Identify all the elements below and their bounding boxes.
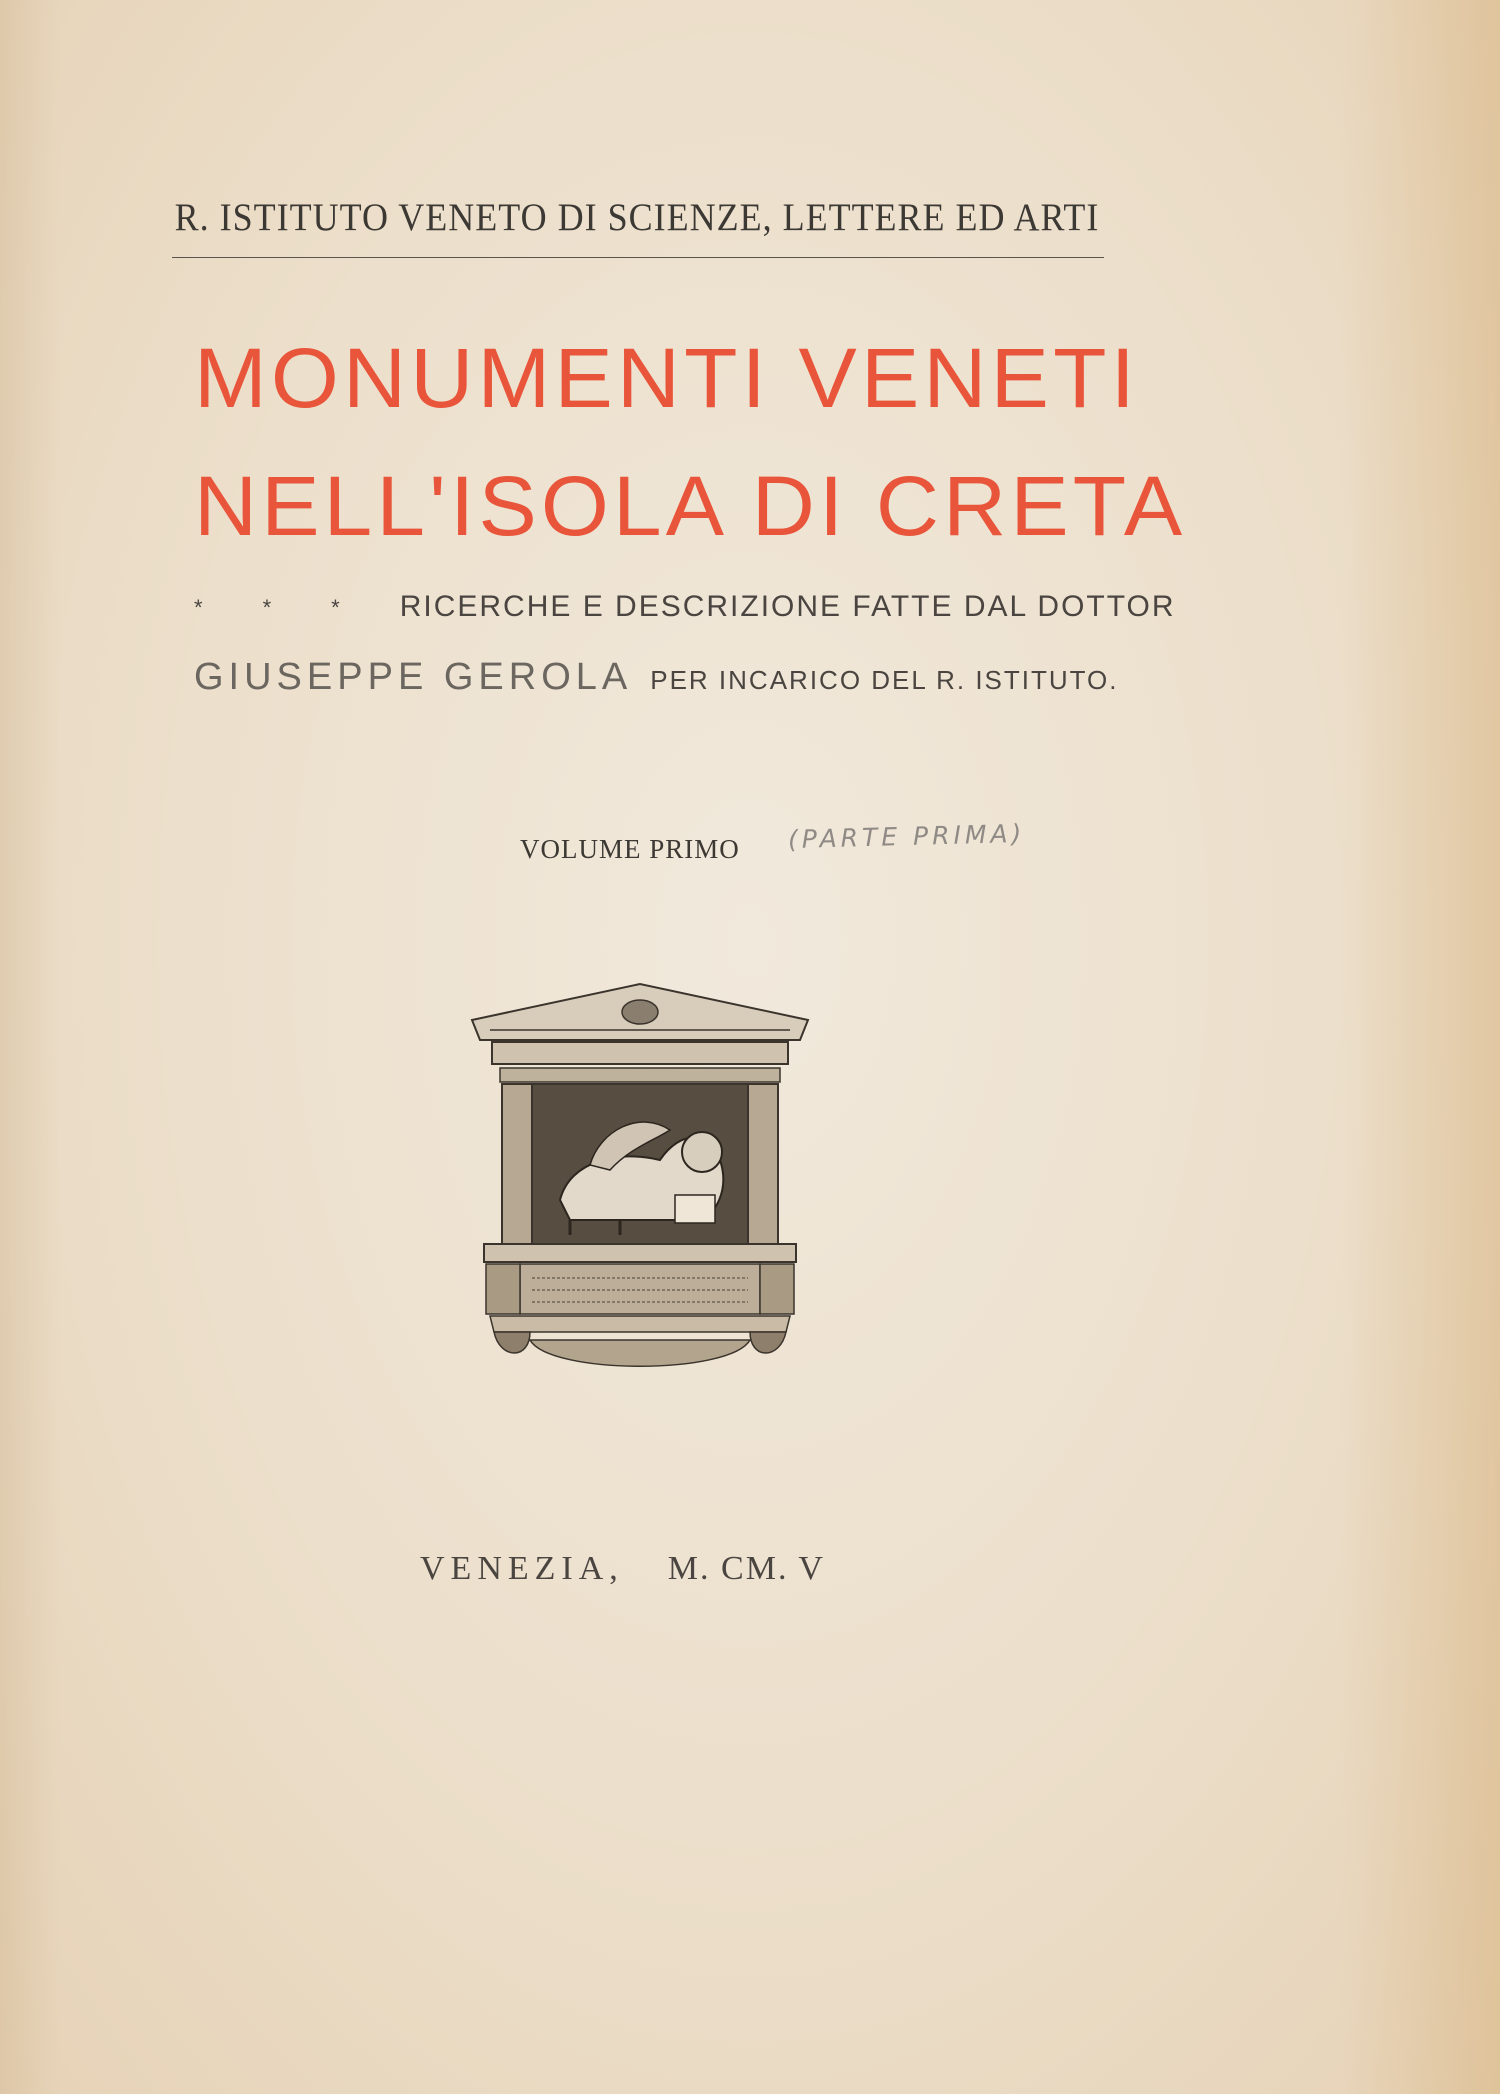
star-ornaments: [194, 590, 400, 623]
lion-relief-icon: [470, 980, 810, 1380]
commission-text: PER INCARICO DEL R. ISTITUTO.: [650, 665, 1119, 695]
star-icon: *: [331, 595, 342, 621]
subtitle-research-line: [194, 590, 1176, 624]
institute-header: R. ISTITUTO VENETO DI SCIENZE, LETTERE ED ARTI: [174, 195, 1100, 239]
imprint-place: VENEZIA,: [420, 1550, 624, 1587]
header-rule: [172, 257, 1104, 258]
research-text: RICERCHE E DESCRIZIONE FATTE DAL DOTTOR: [399, 590, 1176, 623]
star-icon: *: [194, 595, 205, 621]
title-line-2: NELL'ISOLA DI CRETA: [194, 459, 1187, 553]
star-icon: *: [262, 595, 274, 621]
title-line-1: MONUMENTI VENETI: [194, 331, 1140, 425]
imprint-year: M. CM. V: [667, 1550, 825, 1587]
author-name: GIUSEPPE GEROLA: [194, 656, 633, 698]
handwritten-note: (PARTE PRIMA): [787, 818, 1026, 855]
imprint: [420, 1550, 825, 1588]
volume-label: VOLUME PRIMO: [520, 834, 740, 864]
author-line: [194, 656, 1119, 699]
